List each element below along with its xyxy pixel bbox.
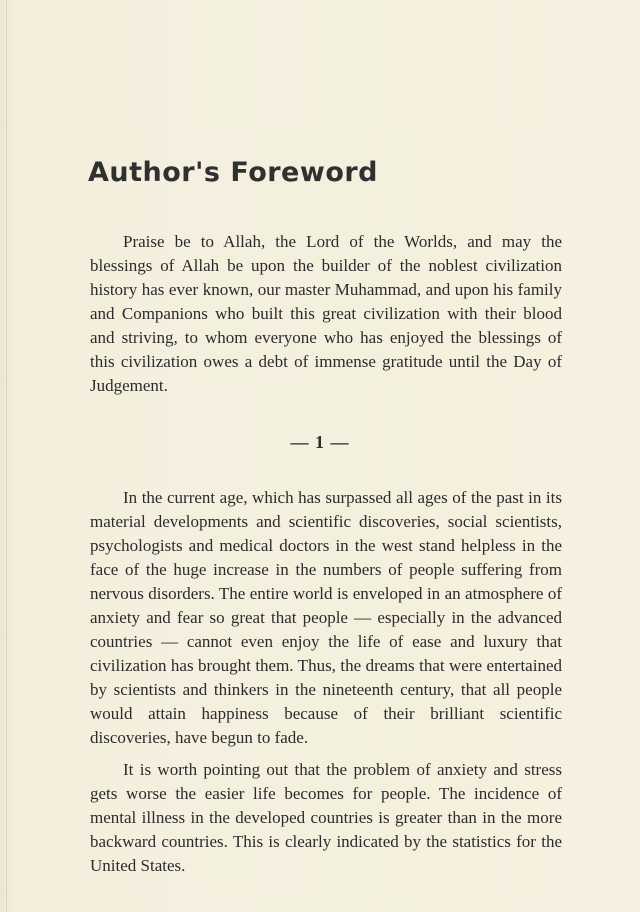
paragraph-opening: Praise be to Allah, the Lord of the Worlds, and may the blessings of Allah be upon the builder of the noblest civilization history has ever known, our master Muhammad, and upon his family and Companions who built this great civilization with their blood and striving, to whom everyone who has enjoyed the blessings of this civilization owes a debt of immense gratitude until the Day of Judgement. — [90, 232, 562, 395]
page-binding-edge — [6, 0, 7, 912]
section-number: — 1 — — [290, 432, 350, 452]
paragraph-body-2: It is worth pointing out that the problem of anxiety and stress gets worse the easier life becomes for people. The incidence of mental illness in the developed countries is greater than in the more backward countries. This is clearly indicated by the statistics for the United States. — [90, 760, 562, 875]
paragraph-body-1: In the current age, which has surpassed all ages of the past in its material developments and scientific discoveries, social scientists, psychologists and medical doctors in the west stand helpless in the face of the huge increase in the numbers of people suffering from nervous disorders. The entire world is enveloped in an atmosphere of anxiety and fear so great that people — especially in the advanced countries — cannot even enjoy the life of ease and luxury that civilization has brought them. Thus, the dreams that were entertained by scientists and thinkers in the nineteenth century, that all people would attain happiness because of their brilliant scientific discoveries, have begun to fade. — [90, 488, 562, 747]
chapter-heading: Author's Foreword — [88, 157, 379, 188]
